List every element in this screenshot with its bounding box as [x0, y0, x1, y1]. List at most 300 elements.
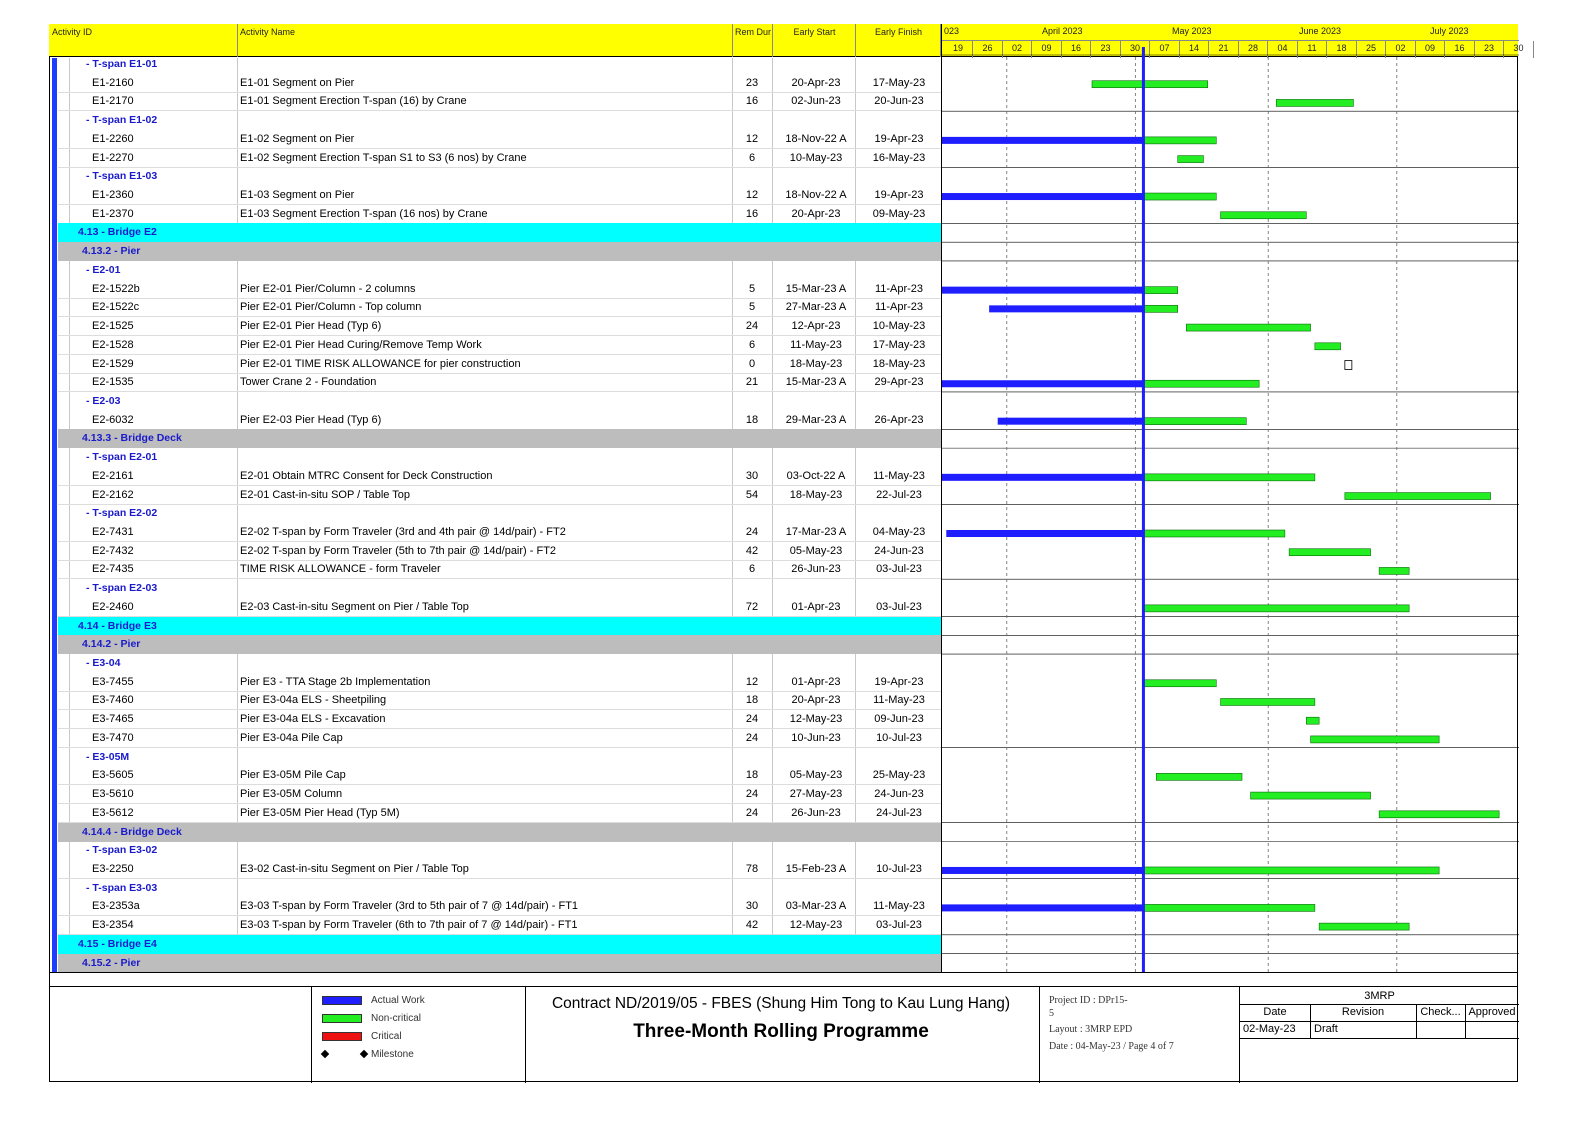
- activity-id: E3-5612: [92, 806, 134, 819]
- task-bar: [1311, 736, 1440, 743]
- print-date: Date : 04-May-23 / Page 4 of 7: [1049, 1041, 1174, 1052]
- activity-name: Pier E3-05M Pier Head (Typ 5M): [240, 806, 400, 819]
- legend-item: [371, 1013, 421, 1024]
- remaining-duration: 30: [745, 469, 759, 482]
- activity-name: Pier E2-01 Pier/Column - Top column: [240, 301, 422, 314]
- early-finish: 09-May-23: [872, 207, 926, 220]
- timeline-day: 25: [1365, 43, 1376, 53]
- timeline-month: June 2023: [1299, 26, 1342, 36]
- early-finish: 10-Jul-23: [876, 862, 922, 875]
- wbs-group-row[interactable]: [58, 748, 941, 767]
- timeline-month: July 2023: [1430, 26, 1469, 36]
- timeline-month: May 2023: [1172, 26, 1212, 36]
- activity-name: Pier E2-03 Pier Head (Typ 6): [240, 413, 382, 426]
- early-start: 01-Apr-23: [791, 675, 841, 688]
- wbs-label: - T-span E1-03: [86, 170, 158, 183]
- early-finish: 03-Jul-23: [876, 919, 922, 932]
- task-bar: [1143, 287, 1177, 294]
- wbs-label: - T-span E2-02: [86, 507, 158, 520]
- early-finish: 19-Apr-23: [874, 189, 924, 202]
- activity-id: E2-2161: [92, 469, 134, 482]
- table-row[interactable]: [58, 916, 941, 935]
- timeline-day: 30: [1513, 43, 1524, 53]
- actual-bar: [989, 305, 1143, 312]
- activity-name: Tower Crane 2 - Foundation: [240, 376, 377, 389]
- wbs-group-row[interactable]: [58, 654, 941, 673]
- col-header-early-start[interactable]: Early Start: [773, 24, 856, 57]
- early-start: 02-Jun-23: [791, 95, 841, 108]
- table-row[interactable]: [58, 280, 941, 299]
- timeline-day: 02: [1011, 43, 1022, 53]
- actual-bar: [942, 867, 1143, 874]
- timeline-day: 28: [1247, 43, 1258, 53]
- actual-bar: [942, 137, 1143, 144]
- early-start: 05-May-23: [789, 769, 843, 782]
- revision-block: [1239, 987, 1518, 1083]
- wbs-group-row[interactable]: [58, 392, 941, 411]
- task-bar: [1143, 474, 1314, 481]
- actual-bar: [942, 287, 1143, 294]
- legend-item: [371, 1049, 414, 1060]
- wbs-label: - T-span E2-01: [86, 451, 158, 464]
- early-start: 03-Oct-22 A: [786, 469, 846, 482]
- task-bar: [1379, 811, 1499, 818]
- early-finish: 18-May-23: [872, 357, 926, 370]
- activity-name: E2-01 Cast-in-situ SOP / Table Top: [240, 488, 410, 501]
- table-row[interactable]: [58, 804, 941, 823]
- activity-name: E1-02 Segment Erection T-span S1 to S3 (6 nos) by Crane: [240, 151, 527, 164]
- remaining-duration: 6: [748, 563, 756, 576]
- remaining-duration: 72: [745, 600, 759, 613]
- col-header-id[interactable]: Activity ID: [49, 24, 238, 57]
- activity-id: E2-1535: [92, 376, 134, 389]
- wbs-label: 4.14 - Bridge E3: [78, 619, 157, 632]
- timeline-day: 09: [1424, 43, 1435, 53]
- timeline-day: 16: [1454, 43, 1465, 53]
- actual-bar: [946, 530, 1143, 537]
- activity-id: E2-7431: [92, 526, 134, 538]
- timeline-day: 04: [1277, 43, 1288, 53]
- early-start: 01-Apr-23: [791, 600, 841, 613]
- task-bar: [1306, 717, 1319, 724]
- early-start: 17-Mar-23 A: [785, 526, 847, 538]
- table-row[interactable]: [58, 317, 941, 336]
- outline-bar: [52, 58, 57, 972]
- early-finish: 22-Jul-23: [876, 488, 922, 501]
- early-finish: 11-May-23: [873, 469, 925, 482]
- wbs-label: 4.14.2 - Pier: [82, 638, 141, 651]
- wbs-label: 4.13 - Bridge E2: [78, 226, 157, 239]
- remaining-duration: 24: [745, 806, 759, 819]
- activity-id: E3-5610: [92, 788, 134, 801]
- remaining-duration: 18: [745, 769, 759, 782]
- wbs-band-row[interactable]: [58, 223, 941, 242]
- early-finish: 29-Apr-23: [874, 376, 924, 389]
- remaining-duration: 6: [748, 151, 756, 164]
- early-start: 18-May-23: [789, 488, 843, 501]
- programme-title: Three-Month Rolling Programme: [633, 1021, 929, 1042]
- title-block: [49, 986, 1518, 1082]
- milestone-icon: [360, 1050, 368, 1058]
- wbs-band-row[interactable]: [58, 823, 941, 842]
- table-row[interactable]: [58, 186, 941, 205]
- wbs-band-row[interactable]: [58, 617, 941, 636]
- activity-id: E1-2360: [92, 189, 134, 202]
- early-finish: 24-Jun-23: [874, 544, 924, 557]
- col-header-dur[interactable]: Rem Dur: [733, 24, 773, 57]
- activity-name: E2-03 Cast-in-situ Segment on Pier / Table Top: [240, 600, 469, 613]
- rev-col-check: Check...: [1420, 1006, 1461, 1018]
- wbs-label: 4.13.3 - Bridge Deck: [82, 432, 182, 445]
- task-bar: [1143, 418, 1246, 425]
- task-bar: [1319, 923, 1409, 930]
- activity-id: E2-1522c: [92, 301, 140, 314]
- activity-id: E1-2170: [92, 95, 134, 108]
- legend-label: Actual Work: [371, 995, 425, 1006]
- wbs-group-row[interactable]: [58, 504, 941, 523]
- rev-status: Draft: [1314, 1023, 1338, 1035]
- table-row[interactable]: [58, 298, 941, 317]
- project-id: Project ID : DPr15-: [1049, 995, 1128, 1006]
- early-start: 15-Mar-23 A: [785, 376, 847, 389]
- task-bar: [1143, 904, 1314, 911]
- task-bar: [1345, 493, 1491, 500]
- contract-title: Contract ND/2019/05 - FBES (Shung Him Tong to Kau Lung Hang): [551, 995, 1011, 1012]
- activity-name: TIME RISK ALLOWANCE - form Traveler: [240, 563, 441, 576]
- legend-item: [371, 1031, 402, 1042]
- early-finish: 10-May-23: [872, 320, 926, 333]
- wbs-group-row[interactable]: [58, 579, 941, 598]
- timeline-day: 09: [1041, 43, 1052, 53]
- early-finish: 25-May-23: [872, 769, 926, 782]
- early-start: 18-Nov-22 A: [785, 189, 847, 202]
- remaining-duration: 24: [745, 713, 759, 726]
- legend-swatch: [322, 1032, 362, 1041]
- table-row[interactable]: [58, 130, 941, 149]
- activity-name: Pier E2-01 TIME RISK ALLOWANCE for pier construction: [240, 357, 521, 370]
- remaining-duration: 12: [745, 132, 759, 145]
- timeline-day: 18: [1336, 43, 1347, 53]
- early-start: 10-May-23: [789, 151, 843, 164]
- early-finish: 04-May-23: [872, 526, 926, 538]
- remaining-duration: 42: [745, 919, 759, 932]
- early-finish: 24-Jun-23: [874, 788, 924, 801]
- activity-id: E1-2260: [92, 132, 134, 145]
- actual-bar: [942, 380, 1143, 387]
- activity-name: Pier E3-04a ELS - Sheetpiling: [240, 694, 387, 707]
- table-row[interactable]: [58, 598, 941, 617]
- task-bar: [1221, 698, 1315, 705]
- rev-col-revision: Revision: [1341, 1006, 1385, 1018]
- task-bar: [1379, 567, 1409, 574]
- task-bar: [1143, 137, 1216, 144]
- table-row[interactable]: [58, 486, 941, 505]
- wbs-label: - T-span E3-03: [86, 881, 158, 894]
- activity-name: E1-01 Segment Erection T-span (16) by Crane: [240, 95, 467, 108]
- activity-name: Pier E2-01 Pier/Column - 2 columns: [240, 282, 416, 295]
- activity-name: Pier E3-05M Column: [240, 788, 343, 801]
- remaining-duration: 18: [745, 413, 759, 426]
- early-start: 29-Mar-23 A: [785, 413, 847, 426]
- timeline-day: 26: [982, 43, 993, 53]
- table-row[interactable]: [58, 205, 941, 224]
- activity-name: E1-02 Segment on Pier: [240, 132, 355, 145]
- wbs-label: - E2-03: [86, 394, 121, 407]
- table-row[interactable]: [58, 560, 941, 579]
- early-start: 15-Feb-23 A: [785, 862, 847, 875]
- legend-label: Critical: [371, 1031, 402, 1042]
- actual-bar: [942, 474, 1143, 481]
- timeline-day: 30: [1129, 43, 1140, 53]
- task-bar: [1143, 605, 1409, 612]
- activity-id: E2-1525: [92, 320, 134, 333]
- remaining-duration: 24: [745, 788, 759, 801]
- legend-swatch: [322, 996, 362, 1005]
- wbs-group-row[interactable]: [58, 167, 941, 186]
- early-start: 10-Jun-23: [791, 731, 841, 744]
- wbs-band-row[interactable]: [58, 635, 941, 654]
- remaining-duration: 5: [748, 282, 756, 295]
- table-row[interactable]: [58, 149, 941, 168]
- activity-id: E2-2460: [92, 600, 134, 613]
- activity-id: E3-2353a: [92, 900, 140, 913]
- task-bar: [1143, 305, 1177, 312]
- task-bar: [1143, 680, 1216, 687]
- activity-name: Pier E2-01 Pier Head (Typ 6): [240, 320, 382, 333]
- timeline-day: 11: [1307, 43, 1317, 53]
- early-finish: 03-Jul-23: [876, 563, 922, 576]
- activity-id: E2-7432: [92, 544, 134, 557]
- wbs-label: 4.15.2 - Pier: [82, 956, 141, 969]
- remaining-duration: 24: [745, 320, 759, 333]
- wbs-label: - T-span E2-03: [86, 582, 158, 595]
- table-row[interactable]: [58, 785, 941, 804]
- wbs-label: - T-span E3-02: [86, 844, 158, 857]
- early-start: 18-Nov-22 A: [785, 132, 847, 145]
- early-finish: 09-Jun-23: [874, 713, 924, 726]
- wbs-group-row[interactable]: [58, 111, 941, 130]
- timeline-day: 14: [1188, 43, 1199, 53]
- milestone-icon: [321, 1050, 329, 1058]
- wbs-group-row[interactable]: [58, 448, 941, 467]
- legend-label: Milestone: [371, 1049, 414, 1060]
- early-start: 05-May-23: [789, 544, 843, 557]
- actual-bar: [942, 904, 1143, 911]
- early-finish: 17-May-23: [872, 338, 926, 351]
- early-finish: 11-Apr-23: [874, 282, 924, 295]
- table-row[interactable]: [58, 467, 941, 486]
- wbs-group-row[interactable]: [58, 841, 941, 860]
- remaining-duration: 16: [745, 207, 759, 220]
- task-bar: [1143, 380, 1259, 387]
- task-bar: [1143, 867, 1439, 874]
- wbs-label: - T-span E1-02: [86, 114, 158, 127]
- timeline-days: [942, 40, 1524, 57]
- wbs-band-row[interactable]: [58, 935, 941, 954]
- task-bar: [1143, 530, 1284, 537]
- table-row[interactable]: [58, 860, 941, 879]
- wbs-label: - E3-04: [86, 657, 121, 670]
- activity-id: E1-2370: [92, 207, 134, 220]
- wbs-label: - E2-01: [86, 263, 121, 276]
- activity-name: Pier E3-04a Pile Cap: [240, 731, 343, 744]
- remaining-duration: 23: [745, 76, 759, 89]
- timeline-day: 16: [1070, 43, 1081, 53]
- task-bar: [1156, 773, 1242, 780]
- wbs-band-row[interactable]: [58, 242, 941, 261]
- remaining-duration: 12: [745, 675, 759, 688]
- activity-id: E2-2162: [92, 488, 134, 501]
- early-finish: 16-May-23: [872, 151, 926, 164]
- early-start: 20-Apr-23: [791, 694, 841, 707]
- task-bar: [1143, 193, 1216, 200]
- col-header-early-finish[interactable]: Early Finish: [856, 24, 941, 57]
- early-start: 26-Jun-23: [791, 563, 841, 576]
- early-start: 20-Apr-23: [791, 76, 841, 89]
- early-start: 11-May-23: [790, 338, 842, 351]
- early-finish: 17-May-23: [872, 76, 926, 89]
- early-start: 15-Mar-23 A: [785, 282, 847, 295]
- table-row[interactable]: [58, 92, 941, 111]
- wbs-band-row[interactable]: [58, 954, 941, 973]
- table-row[interactable]: [58, 74, 941, 93]
- early-start: 26-Jun-23: [791, 806, 841, 819]
- early-finish: 11-May-23: [873, 900, 925, 913]
- remaining-duration: 21: [745, 376, 759, 389]
- table-row[interactable]: [58, 373, 941, 392]
- wbs-label: - T-span E1-01: [86, 58, 158, 70]
- task-bar: [1221, 212, 1307, 219]
- table-row[interactable]: [58, 336, 941, 355]
- col-header-name[interactable]: Activity Name: [238, 24, 733, 57]
- timeline-month: April 2023: [1042, 26, 1083, 36]
- early-start: 12-May-23: [789, 713, 843, 726]
- early-finish: 10-Jul-23: [876, 731, 922, 744]
- activity-name: E2-01 Obtain MTRC Consent for Deck Construction: [240, 469, 493, 482]
- activity-id: E2-1522b: [92, 282, 140, 295]
- remaining-duration: 24: [745, 731, 759, 744]
- remaining-duration: 24: [745, 526, 759, 538]
- task-bar: [1092, 81, 1208, 88]
- task-bar: [1289, 549, 1370, 556]
- activity-id: E3-7465: [92, 713, 134, 726]
- early-start: 18-May-23: [789, 357, 843, 370]
- timeline-month: 023: [944, 26, 960, 36]
- remaining-duration: 42: [745, 544, 759, 557]
- actual-bar: [942, 193, 1143, 200]
- table-row[interactable]: [58, 897, 941, 916]
- activity-name: E1-03 Segment on Pier: [240, 189, 355, 202]
- milestone-marker: [1345, 361, 1352, 370]
- activity-id: E3-2354: [92, 919, 134, 932]
- table-row[interactable]: [58, 766, 941, 785]
- early-start: 27-May-23: [789, 788, 843, 801]
- remaining-duration: 18: [745, 694, 759, 707]
- early-finish: 19-Apr-23: [874, 675, 924, 688]
- activity-id: E3-5605: [92, 769, 134, 782]
- task-bar: [1186, 324, 1310, 331]
- early-finish: 03-Jul-23: [876, 600, 922, 613]
- early-start: 20-Apr-23: [791, 207, 841, 220]
- activity-name: Pier E3-05M Pile Cap: [240, 769, 346, 782]
- remaining-duration: 30: [745, 900, 759, 913]
- task-bar: [1251, 792, 1371, 799]
- activity-name: Pier E3 - TTA Stage 2b Implementation: [240, 675, 431, 688]
- early-finish: 24-Jul-23: [876, 806, 922, 819]
- timeline-day: 07: [1159, 43, 1170, 53]
- activity-name: E1-01 Segment on Pier: [240, 76, 355, 89]
- remaining-duration: 6: [748, 338, 756, 351]
- activity-name: E3-03 T-span by Form Traveler (3rd to 5th pair of 7 @ 14d/pair) - FT1: [240, 900, 579, 913]
- remaining-duration: 12: [745, 189, 759, 202]
- table-row[interactable]: [58, 691, 941, 710]
- remaining-duration: 5: [748, 301, 756, 314]
- activity-name: E1-03 Segment Erection T-span (16 nos) by Crane: [240, 207, 488, 220]
- activity-id: E2-1528: [92, 338, 134, 351]
- early-start: 12-May-23: [789, 919, 843, 932]
- remaining-duration: 54: [745, 488, 759, 501]
- early-finish: 26-Apr-23: [874, 413, 924, 426]
- actual-bar: [998, 418, 1144, 425]
- timeline-day: 19: [952, 43, 963, 53]
- rev-date: 02-May-23: [1243, 1023, 1296, 1035]
- table-row[interactable]: [58, 411, 941, 430]
- wbs-group-row[interactable]: [58, 55, 941, 74]
- wbs-band-row[interactable]: [58, 429, 941, 448]
- table-row[interactable]: [58, 542, 941, 561]
- gantt-chart: [941, 57, 1518, 973]
- rev-col-approved: Approved: [1468, 1006, 1516, 1018]
- remaining-duration: 16: [745, 95, 759, 108]
- wbs-group-row[interactable]: [58, 261, 941, 280]
- early-finish: 20-Jun-23: [874, 95, 924, 108]
- timeline-header: [941, 24, 1524, 57]
- layout-name: Layout : 3MRP EPD: [1049, 1024, 1133, 1035]
- wbs-group-row[interactable]: [58, 879, 941, 898]
- remaining-duration: 0: [748, 357, 756, 370]
- activity-name: E2-02 T-span by Form Traveler (5th to 7th pair @ 14d/pair) - FT2: [240, 544, 557, 557]
- activity-id: E1-2160: [92, 76, 134, 89]
- early-start: 03-Mar-23 A: [785, 900, 847, 913]
- legend-item: [371, 995, 425, 1006]
- timeline-day: 23: [1100, 43, 1111, 53]
- timeline-day: 21: [1218, 43, 1229, 53]
- table-row[interactable]: [58, 523, 941, 542]
- activity-id: E2-1529: [92, 357, 134, 370]
- table-row[interactable]: [58, 729, 941, 748]
- activity-id: E3-7460: [92, 694, 134, 707]
- task-bar: [1178, 156, 1204, 163]
- early-start: 12-Apr-23: [791, 320, 841, 333]
- activity-name: E2-02 T-span by Form Traveler (3rd and 4th pair @ 14d/pair) - FT2: [240, 526, 566, 538]
- activity-id: E3-2250: [92, 862, 134, 875]
- table-row[interactable]: [58, 710, 941, 729]
- project-id-cont: 5: [1049, 1008, 1054, 1019]
- table-row[interactable]: [58, 673, 941, 692]
- table-row[interactable]: [58, 355, 941, 374]
- table-header: [49, 24, 941, 57]
- activity-name: E3-03 T-span by Form Traveler (6th to 7th pair of 7 @ 14d/pair) - FT1: [240, 919, 578, 932]
- wbs-label: 4.15 - Bridge E4: [78, 937, 157, 950]
- activity-id: E1-2270: [92, 151, 134, 164]
- timeline-day: 02: [1395, 43, 1406, 53]
- timeline-day: 23: [1483, 43, 1494, 53]
- wbs-label: - E3-05M: [86, 750, 130, 763]
- early-finish: 11-May-23: [873, 694, 925, 707]
- legend-label: Non-critical: [371, 1013, 422, 1024]
- early-finish: 11-Apr-23: [874, 301, 924, 314]
- activity-name: E3-02 Cast-in-situ Segment on Pier / Table Top: [240, 862, 469, 875]
